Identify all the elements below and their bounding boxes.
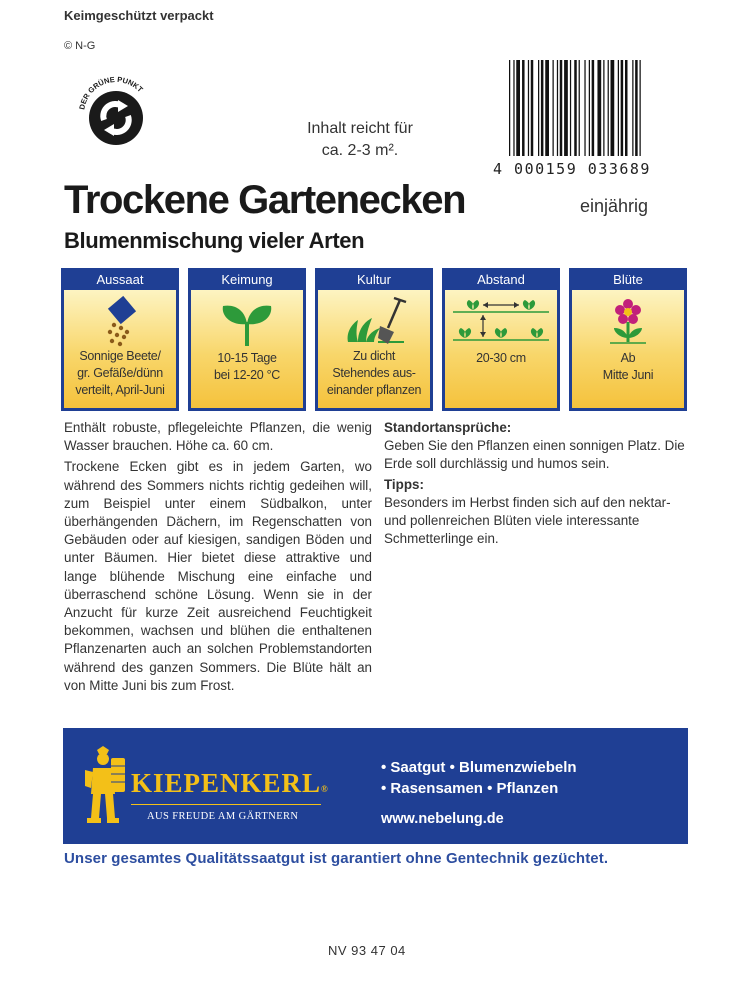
- brand-divider: [131, 804, 321, 805]
- product-range-line: • Rasensamen • Pflanzen: [381, 780, 559, 797]
- card-text: 20-30 cm: [476, 351, 526, 365]
- product-title: Trockene Gartenecken: [64, 178, 466, 222]
- hygiene-note: Keimgeschützt verpackt: [64, 8, 214, 23]
- product-range-line: • Saatgut • Blumenzwiebeln: [381, 759, 577, 776]
- copyright: © N-G: [64, 40, 96, 52]
- card-header: Abstand: [477, 272, 525, 287]
- barcode-bar: [541, 60, 544, 156]
- barcode-bar: [560, 60, 563, 156]
- svg-text:DER GRÜNE PUNKT: DER GRÜNE PUNKT: [77, 74, 145, 111]
- kiepenkerl-figure-icon: [83, 744, 131, 828]
- barcode-bar: [538, 60, 539, 156]
- card-text: Zu dicht Stehendes aus- einander pflanzen: [326, 349, 422, 397]
- card-text: Sonnige Beete/ gr. Gefäße/dünn verteilt, April-Juni: [75, 349, 165, 397]
- barcode-bar: [579, 60, 580, 156]
- barcode-bar: [557, 60, 558, 156]
- website-link[interactable]: www.nebelung.de: [381, 811, 504, 827]
- seed-packet-icon: [64, 292, 176, 348]
- barcode-bar: [640, 60, 641, 156]
- card-kultur: [315, 268, 433, 411]
- barcode-bar: [574, 60, 577, 156]
- gmo-free-statement: Unser gesamtes Qualitätssaatgut ist garantiert ohne Gentechnik gezüchtet.: [64, 850, 609, 867]
- card-keimung: [188, 268, 306, 411]
- sprout-icon: [191, 292, 303, 348]
- barcode-bar: [611, 60, 615, 156]
- card-abstand: [442, 268, 560, 411]
- barcode-bar: [545, 60, 549, 156]
- tipps-heading: Tipps:: [384, 476, 424, 492]
- barcode-bar: [625, 60, 628, 156]
- content-note: [270, 118, 450, 162]
- barcode-bar: [589, 60, 590, 156]
- info-column: [384, 419, 690, 550]
- barcode-bar: [584, 60, 585, 156]
- barcode-bar: [553, 60, 554, 156]
- article-number: NV 93 47 04: [328, 943, 406, 958]
- tipps-text: Besonders im Herbst finden sich auf den nektar- und pollenreichen Blüten viele interessante Schmetterlinge ein.: [384, 494, 671, 547]
- brand-tagline: AUS FREUDE AM GÄRTNERN: [147, 811, 299, 822]
- barcode-bar: [528, 60, 529, 156]
- description-paragraph: Enthält robuste, pflegeleichte Pflanzen, die wenig Wasser brauchen. Höhe ca. 60 cm.: [64, 420, 372, 454]
- description-column: [64, 419, 372, 698]
- flower-icon: [572, 292, 684, 348]
- annual-label: einjährig: [580, 196, 649, 216]
- barcode-bar: [592, 60, 595, 156]
- barcode-bar: [618, 60, 619, 156]
- content-line-1: Inhalt reicht für: [307, 120, 413, 137]
- card-bluete: [569, 268, 687, 411]
- brand-name: KIEPENKERL®: [131, 768, 328, 798]
- card-aussaat: [61, 268, 179, 411]
- spacing-icon: [445, 292, 557, 348]
- barcode-bar: [632, 60, 633, 156]
- product-range: [381, 757, 577, 799]
- gruener-punkt-logo: [70, 68, 162, 160]
- standort-heading: Standortansprüche:: [384, 420, 512, 435]
- barcode-bar: [564, 60, 568, 156]
- barcode-bar: [531, 60, 534, 156]
- barcode-bar: [570, 60, 571, 156]
- barcode-bar: [608, 60, 609, 156]
- barcode-bar: [603, 60, 604, 156]
- barcode-bar: [516, 60, 520, 156]
- barcode-number: 4 000159 033689: [493, 160, 651, 178]
- standort-text: Geben Sie den Pflanzen einen sonnigen Platz. Die Erde soll durchlässig und humos sein.: [384, 438, 685, 472]
- brand-banner: [63, 728, 688, 844]
- product-subtitle: Blumenmischung vieler Arten: [64, 228, 365, 253]
- barcode-bar: [513, 60, 514, 156]
- card-text: Ab Mitte Juni: [602, 351, 654, 382]
- barcode-bar: [597, 60, 601, 156]
- card-header: Blüte: [613, 272, 643, 287]
- barcode-bar: [635, 60, 638, 156]
- barcode-bar: [509, 60, 510, 156]
- barcode-bar: [621, 60, 624, 156]
- barcode-bar: [522, 60, 525, 156]
- spade-icon: [318, 292, 430, 348]
- info-cards: [61, 268, 688, 411]
- content-line-2: ca. 2-3 m².: [321, 142, 399, 159]
- description-paragraph: Trockene Ecken gibt es in jedem Garten, wo während des Sommers nichts richtig gedeihen will, zum Beispiel unter einem Südbalkon, unter überhängenden Dächern, im Regenschatten von Gebäuden oder auf kiesigen, sandigen Böden und unter Bäumen. Hier bietet diese attraktive und lange blühende Mischung eine einfache und überraschend schöne Lösung. Wenn sie in der Anzucht für kurze Zeit ausreichend Feuchtigkeit bekommen, wachsen und blühen die enthaltenen Pflanzenarten auch an solchen Problemstandorten während des ganzen Sommers. Die Blüte hält an von Mitte Juni bis zum Frost.: [64, 459, 372, 693]
- card-text: 10-15 Tage bei 12-20 °C: [213, 351, 281, 382]
- card-header: Aussaat: [96, 272, 144, 287]
- card-header: Kultur: [357, 272, 391, 287]
- card-header: Keimung: [221, 272, 273, 287]
